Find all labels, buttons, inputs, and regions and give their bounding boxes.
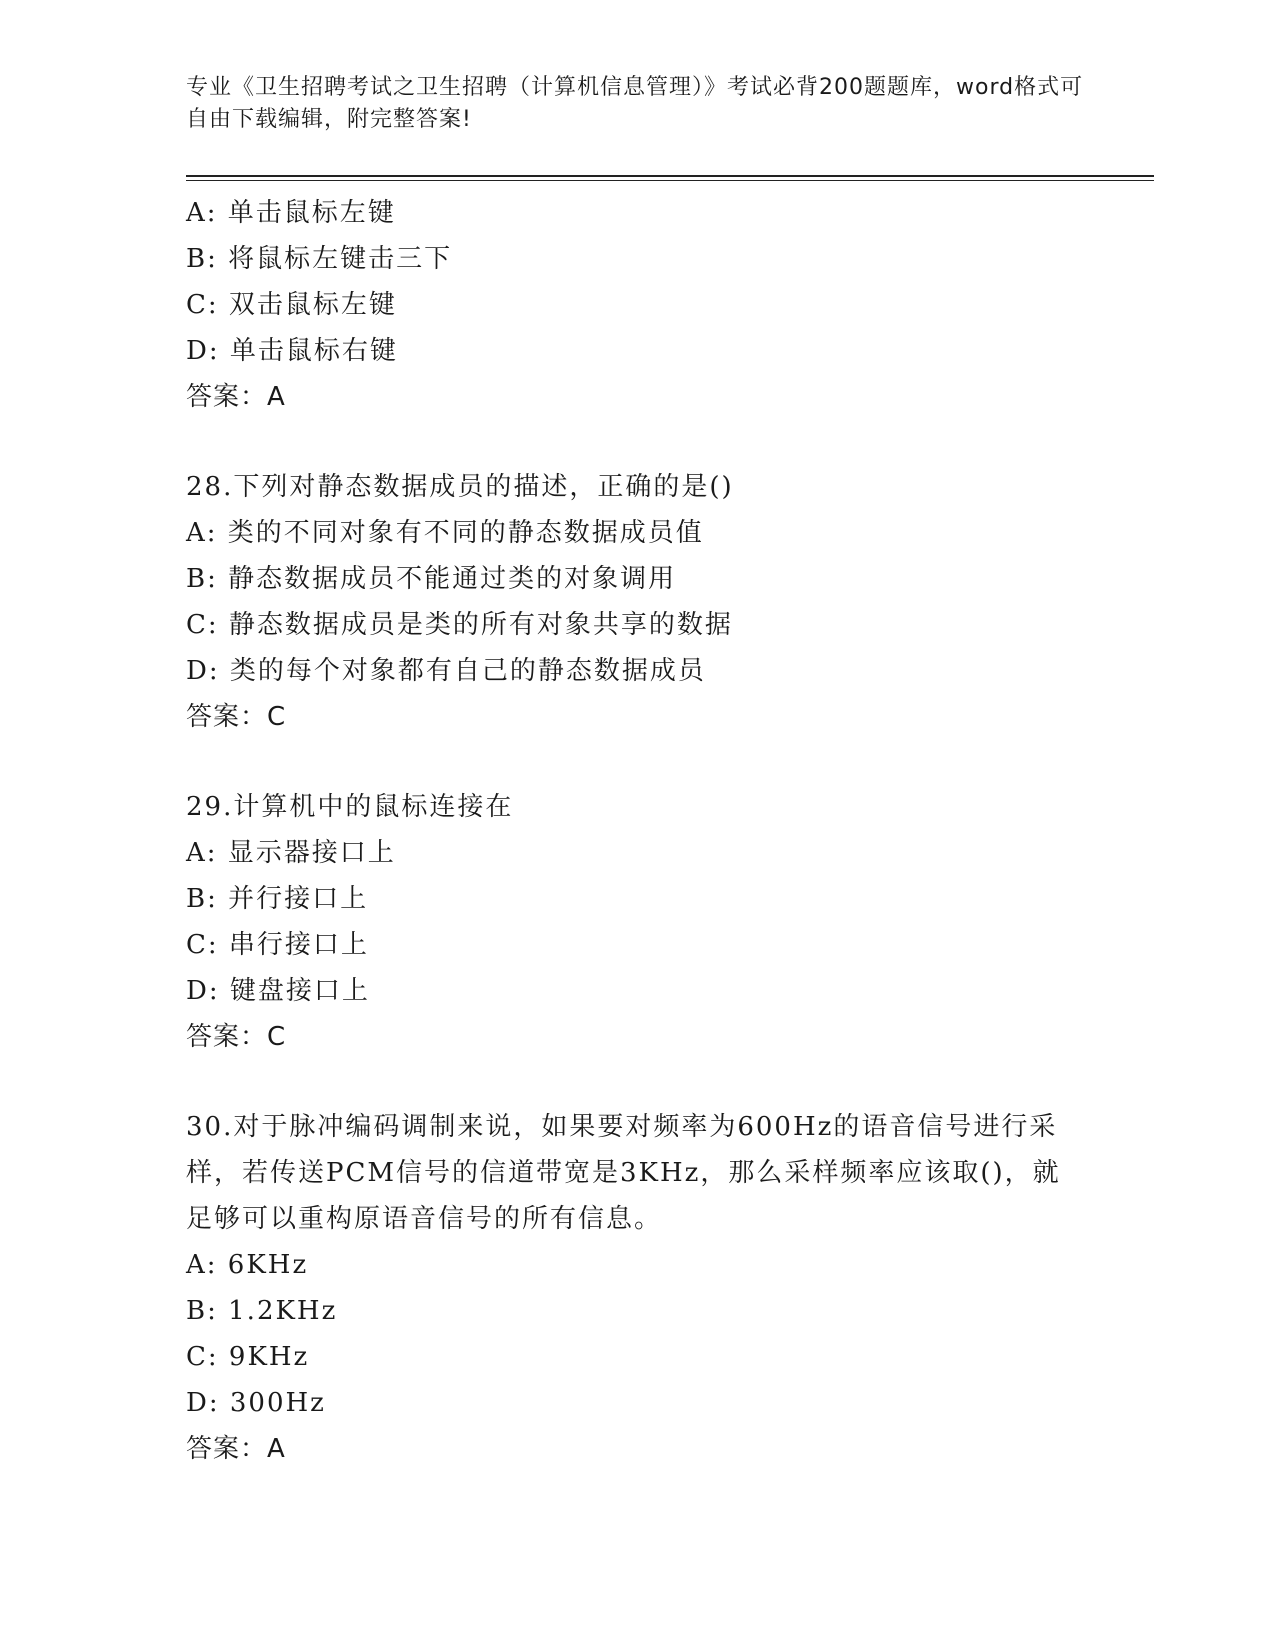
question-block-29 [186, 784, 1086, 1060]
option-c: C: 双击鼠标左键 [186, 290, 397, 320]
option-a: A: 单击鼠标左键 [186, 198, 396, 228]
question-block-30 [186, 1104, 1086, 1472]
option-b: B: 并行接口上 [186, 884, 369, 914]
question-text: 30.对于脉冲编码调制来说，如果要对频率为600Hz的语音信号进行采样，若传送PCM信号的信道带宽是3KHz，那么采样频率应该取()，就足够可以重构原语音信号的所有信息。 [186, 1112, 1061, 1234]
answer-line: 答案：C [186, 702, 287, 732]
option-c: C: 静态数据成员是类的所有对象共享的数据 [186, 610, 733, 640]
option-b: B: 静态数据成员不能通过类的对象调用 [186, 564, 677, 594]
option-a: A: 6KHz [186, 1250, 309, 1280]
option-a: A: 类的不同对象有不同的静态数据成员值 [186, 518, 704, 548]
question-text: 29.计算机中的鼠标连接在 [186, 792, 514, 822]
question-text: 28.下列对静态数据成员的描述，正确的是() [186, 472, 734, 502]
option-d: D: 类的每个对象都有自己的静态数据成员 [186, 656, 706, 686]
option-c: C: 串行接口上 [186, 930, 369, 960]
answer-line: 答案：C [186, 1022, 287, 1052]
option-d: D: 300Hz [186, 1388, 326, 1418]
header-divider-bottom [186, 180, 1154, 181]
option-b: B: 1.2KHz [186, 1296, 338, 1326]
option-b: B: 将鼠标左键击三下 [186, 244, 453, 274]
document-header: 专业《卫生招聘考试之卫生招聘（计算机信息管理）》考试必背200题题库，word格式可自由下载编辑，附完整答案! [186, 75, 1084, 132]
option-a: A: 显示器接口上 [186, 838, 396, 868]
question-block-continued [186, 190, 1086, 420]
question-block-28 [186, 464, 1086, 740]
question-list [186, 190, 1086, 1472]
answer-line: 答案：A [186, 382, 286, 412]
option-d: D: 单击鼠标右键 [186, 336, 398, 366]
option-c: C: 9KHz [186, 1342, 310, 1372]
answer-line: 答案：A [186, 1434, 286, 1464]
option-d: D: 键盘接口上 [186, 976, 370, 1006]
header-divider-top [186, 175, 1154, 177]
